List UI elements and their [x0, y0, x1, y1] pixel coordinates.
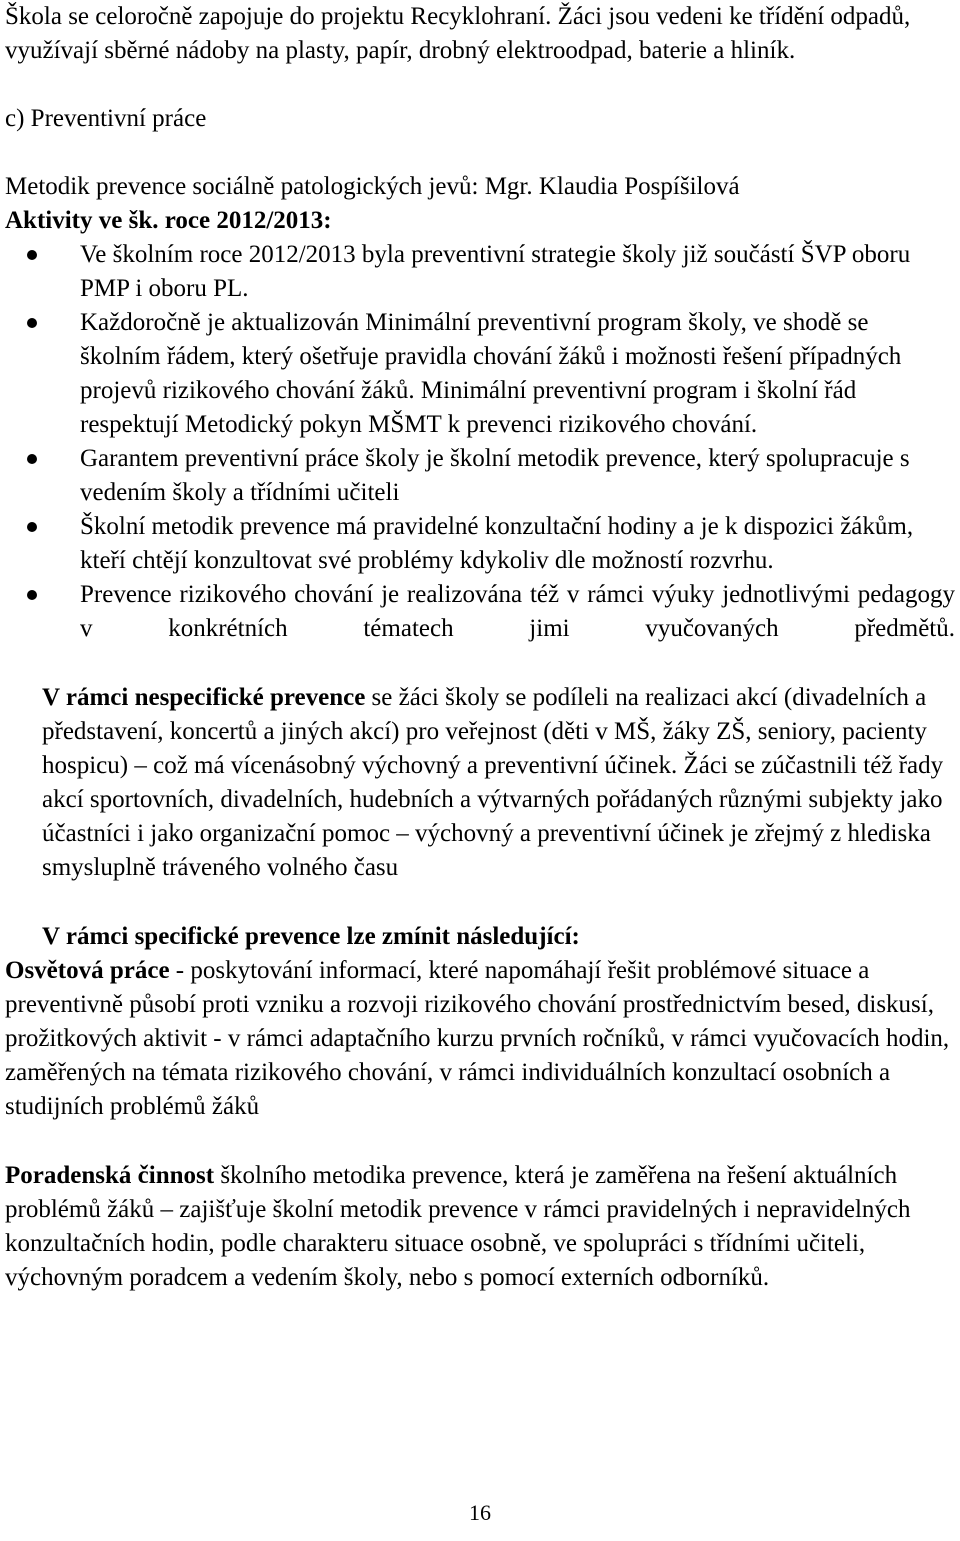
- activities-heading: Aktivity ve šk. roce 2012/2013:: [5, 207, 332, 234]
- list-item: [80, 238, 955, 306]
- osvetova-lead: Osvětová práce: [5, 957, 170, 984]
- nonspecific-paragraph: [42, 681, 955, 885]
- bullet-icon: [27, 590, 37, 600]
- list-item: [80, 306, 955, 442]
- spacer: [5, 646, 955, 681]
- list-item-text: Prevence rizikového chování je realizována též v rámci výuky jednotlivými pedagogy v konkrétních tématech jimi vyučovaných předmětů.: [80, 581, 955, 642]
- list-item-text: Ve školním roce 2012/2013 byla preventivní strategie školy již součástí ŠVP oboru PMP i oboru PL.: [80, 241, 911, 302]
- activities-list: [5, 238, 955, 646]
- bullet-icon: [27, 318, 37, 328]
- page-number: 16: [469, 1500, 491, 1525]
- spacer: [5, 68, 955, 102]
- list-item-text: Garantem preventivní práce školy je školní metodik prevence, který spolupracuje s vedením školy a třídními učiteli: [80, 445, 910, 506]
- nonspecific-lead: V rámci nespecifické prevence: [42, 684, 366, 711]
- list-item: [80, 510, 955, 578]
- poradenska-paragraph: [5, 1159, 955, 1295]
- poradenska-text: školního metodika prevence, která je zaměřena na řešení aktuálních problémů žáků – zajišťuje školní metodik prevence v rámci pravidelných i nepravidelných konzultačních hodin, podle charakteru situace osobně, ve spolupráci s třídními učiteli, výchovným poradcem a vedením školy, nebo s pomocí externích odborníků.: [5, 1162, 911, 1291]
- osvetova-paragraph: [5, 954, 955, 1124]
- spacer: [5, 885, 955, 920]
- bullet-icon: [27, 454, 37, 464]
- list-item-text: Každoročně je aktualizován Minimální preventivní program školy, ve shodě se školním řádem, který ošetřuje pravidla chování žáků i možnosti řešení případných projevů rizikového chování žáků. Minimální preventivní program i školní řád respektují Metodický pokyn MŠMT k prevenci rizikového chování.: [80, 309, 902, 438]
- bullet-icon: [27, 522, 37, 532]
- spacer: [5, 1124, 955, 1159]
- document-page: [5, 0, 955, 1295]
- specific-heading: V rámci specifické prevence lze zmínit následující:: [42, 923, 580, 950]
- bullet-icon: [27, 250, 37, 260]
- poradenska-lead: Poradenská činnost: [5, 1162, 215, 1189]
- section-heading: c) Preventivní práce: [5, 105, 207, 132]
- list-item-text: Školní metodik prevence má pravidelné konzultační hodiny a je k dispozici žákům, kteří chtějí konzultovat své problémy kdykoliv dle možností rozvrhu.: [80, 513, 914, 574]
- intro-paragraph: Škola se celoročně zapojuje do projektu Recyklohraní. Žáci jsou vedeni ke třídění odpadů, využívají sběrné nádoby na plasty, papír, drobný elektroodpad, baterie a hliník.: [5, 3, 911, 64]
- osvetova-text: - poskytování informací, které napomáhají řešit problémové situace a preventivně působí proti vzniku a rozvoji rizikového chování prostřednictvím besed, diskusí, prožitkových aktivit - v rámci adaptačního kurzu prvních ročníků, v rámci vyučovacích hodin, zaměřených na témata rizikového chování, v rámci individuálních konzultací osobních a studijních problémů žáků: [5, 957, 950, 1120]
- list-item: [80, 442, 955, 510]
- nonspecific-text: se žáci školy se podíleli na realizaci akcí (divadelních a představení, koncertů a jiných akcí) pro veřejnost (děti v MŠ, žáky ZŠ, seniory, pacienty hospicu) – což má vícenásobný výchovný a preventivní účinek. Žáci se zúčastnili též řady akcí sportovních, divadelních, hudebních a výtvarných pořádaných různými subjekty jako účastníci i jako organizační pomoc – výchovný a preventivní účinek je zřejmý z hlediska smysluplně tráveného volného času: [42, 684, 944, 881]
- coordinator-line: Metodik prevence sociálně patologických jevů: Mgr. Klaudia Pospíšilová: [5, 173, 740, 200]
- spacer: [5, 136, 955, 170]
- list-item: [80, 578, 955, 646]
